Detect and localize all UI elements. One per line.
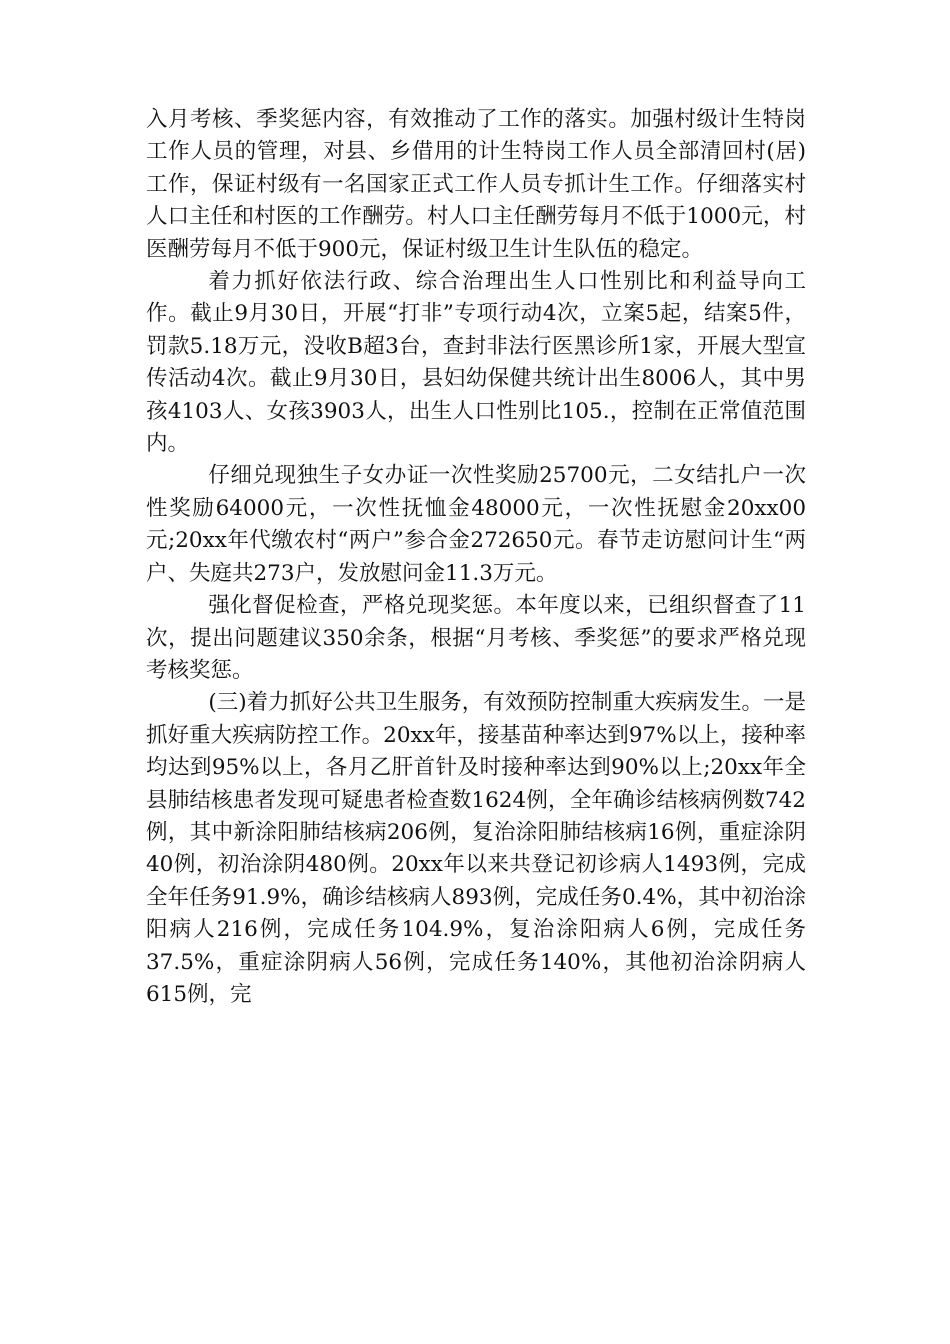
paragraph-law-enforcement: 着力抓好依法行政、综合治理出生人口性别比和利益导向工作。截止9月30日，开展“打非”专项行动4次，立案5起，结案5件，罚款5.18万元，没收B超3台，查封非法行医黑诊所1家，开展大型宣传活动4次。截止9月30日，县妇幼保健共统计出生8006人，其中男孩4103人、女孩3903人，出生人口性别比105.，控制在正常值范围内。 xyxy=(146,269,806,457)
paragraph-supervision: 强化督促检查，严格兑现奖惩。本年度以来，已组织督查了11次，提出问题建议350余条，根据“月考核、季奖惩”的要求严格兑现考核奖惩。 xyxy=(146,593,806,683)
paragraph-public-health: (三)着力抓好公共卫生服务，有效预防控制重大疾病发生。一是抓好重大疾病防控工作。20xx年，接基苗种率达到97%以上，接种率均达到95%以上，各月乙肝首针及时接种率达到90%以上;20xx年全县肺结核患者发现可疑患者检查数1624例，全年确诊结核病例数742例，其中新涂阳肺结核病206例，复治涂阳肺结核病16例，重症涂阴40例，初治涂阴480例。20xx年以来共登记初诊病人1493例，完成全年任务91.9%，确诊结核病人893例，完成任务0.4%，其中初治涂阳病人216例，完成任务104.9%，复治涂阳病人6例，完成任务37.5%，重症涂阴病人56例，完成任务140%，其他初治涂阴病人615例，完 xyxy=(146,690,806,1007)
document-body xyxy=(146,104,806,1011)
paragraph-incentives: 仔细兑现独生子女办证一次性奖励25700元，二女结扎户一次性奖励64000元，一次性抚恤金48000元，一次性抚慰金20xx00元;20xx年代缴农村“两户”参合金272650元。春节走访慰问计生“两户、失庭共273户，发放慰问金11.3万元。 xyxy=(146,463,806,586)
paragraph-staffing: 入月考核、季奖惩内容，有效推动了工作的落实。加强村级计生特岗工作人员的管理，对县、乡借用的计生特岗工作人员全部清回村(居)工作，保证村级有一名国家正式工作人员专抓计生工作。仔细落实村人口主任和村医的工作酬劳。村人口主任酬劳每月不低于1000元，村医酬劳每月不低于900元，保证村级卫生计生队伍的稳定。 xyxy=(146,107,806,262)
